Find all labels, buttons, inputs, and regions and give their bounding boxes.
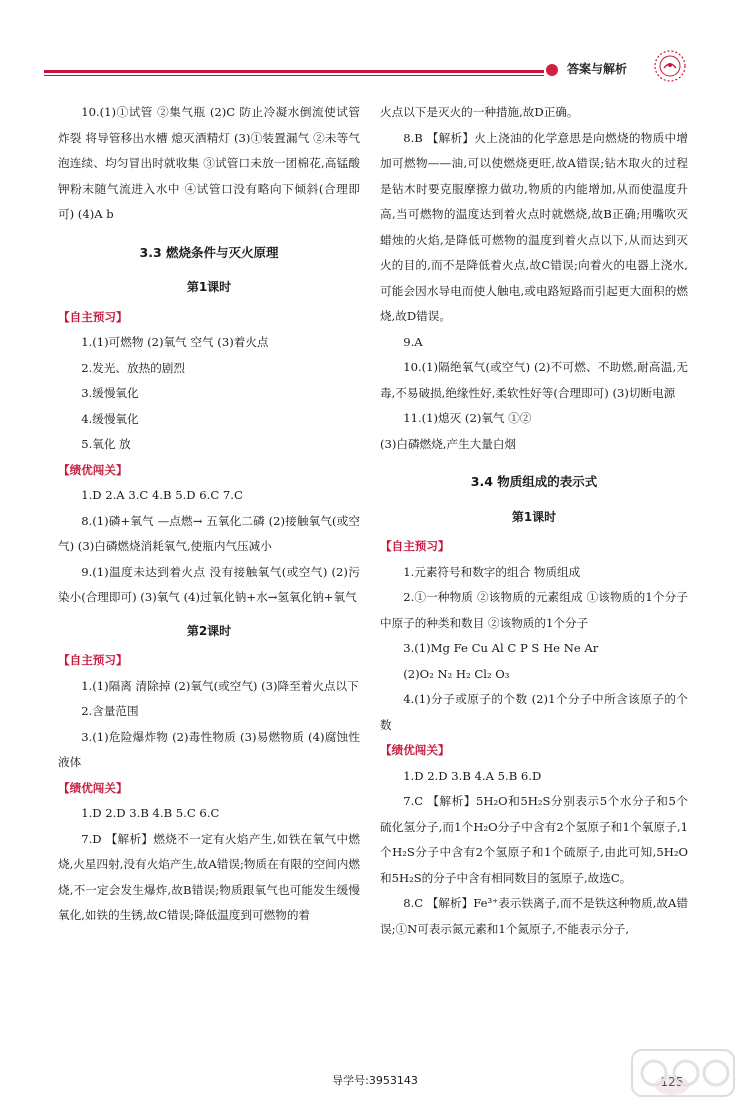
section-title-3-3: 3.3 燃烧条件与灭火原理 [139,244,279,260]
answer-line: 1.元素符号和数字的组合 物质组成 [403,564,581,579]
tag-challenge: 【绩优闯关】 [380,743,450,757]
lesson-title-2: 第2课时 [186,623,232,638]
answer-line: 9.(1)温度未达到着火点 没有接触氧气(或空气) (2)污染小(合理即可) (3)氧气 (4)过氧化钠+水→氢氧化钠+氧气 [58,564,360,604]
answer-line: 8.C 【解析】Fe³⁺表示铁离子,而不是铁这种物质,故A错误;①N可表示氮元素和1个氮原子,不能表示分子, [380,896,688,936]
header-rule-thin [44,75,544,76]
answer-line: 3.(1)Mg Fe Cu Al C P S He Ne Ar [403,641,599,655]
answer-line: 2.①一种物质 ②该物质的元素组成 ①该物质的1个分子中原子的种类和数目 ②该物质的1个分子 [380,590,688,630]
tag-preview: 【自主预习】 [380,539,450,553]
answer-line: 2.发光、放热的剧烈 [81,360,185,375]
tag-challenge: 【绩优闯关】 [58,462,128,477]
footer-code: 导学号:3953143 [332,1074,418,1087]
answer-line: 10.(1)隔绝氧气(或空气) (2)不可燃、不助燃,耐高温,无毒,不易破损,绝缘性好,柔软性好等(合理即可) (3)切断电源 [380,360,688,400]
tag-preview: 【自主预习】 [58,653,128,667]
answer-line: 8.(1)磷+氧气 —点燃→ 五氧化二磷 (2)接触氧气(或空气) (3)白磷燃烧消耗氧气,使瓶内气压减小 [58,513,360,553]
answer-line: 4.(1)分子或原子的个数 (2)1个分子中所含该原子的个数 [380,692,688,732]
page-number: 125 [655,1075,689,1095]
answer-line: 1.D 2.D 3.B 4.A 5.B 6.D [403,768,542,783]
answer-line: (2)O₂ N₂ H₂ Cl₂ O₃ [403,666,510,681]
answer-line: 3.(1)危险爆炸物 (2)毒性物质 (3)易燃物质 (4)腐蚀性液体 [58,729,360,769]
answer-line: 5.氧化 放 [81,437,131,451]
answer-line: 1.(1)隔离 清除掉 (2)氧气(或空气) (3)降至着火点以下 [81,678,359,693]
header-title: 答案与解析 [567,62,628,76]
answer-line: 1.(1)可燃物 (2)氧气 空气 (3)着火点 [81,335,269,349]
header-dot-icon [546,64,558,76]
answer-line: (3)白磷燃烧,产生大量白烟 [380,436,517,451]
answer-line: 7.D 【解析】燃烧不一定有火焰产生,如铁在氧气中燃烧,火星四射,没有火焰产生,故A错误;物质在有限的空间内燃烧,不一定会发生爆炸,故B错误;物质跟氧气也可能发生缓慢氧化,如铁的生锈,故C错误;降低温度到可燃物的着 [58,831,360,922]
answer-line: 8.B 【解析】火上浇油的化学意思是向燃烧的物质中增加可燃物——油,可以使燃烧更旺,故A错误;钻木取火的过程是钻木时要克服摩擦力做功,物质的内能增加,从而使温度升高,当可燃物的温度达到着火点时就燃烧,故B正确;用嘴吹灭蜡烛的火焰,是降低可燃物的温度到着火点以下,从而达到灭火的目的,而不是降低着火点,故C错误;向着火的电器上浇水,可能会因水导电而使人触电,或电路短路而引起更大面积的燃烧,故D错误。 [380,130,688,323]
tag-preview: 【自主预习】 [58,309,128,324]
answer-line: 1.D 2.A 3.C 4.B 5.D 6.C 7.C [81,488,243,502]
answer-line: 11.(1)熄灭 (2)氧气 ①② [403,411,532,425]
answer-line: 火点以下是灭火的一种措施,故D正确。 [380,105,579,119]
answer-line: 3.缓慢氧化 [81,386,139,400]
watermark-logo-icon [628,1044,738,1102]
answer-line: 7.C 【解析】5H₂O和5H₂S分别表示5个水分子和5个硫化氢分子,而1个H₂O分子中含有2个氢原子和1个氧原子,1个H₂S分子中含有2个氢原子和1个硫原子,由此可知,5H₂O和5H₂S的分子中含有相同数目的氢原子,故选C。 [380,794,688,885]
answer-line: 9.A [403,334,423,349]
answer-line: 4.缓慢氧化 [81,411,139,426]
answer-line: 1.D 2.D 3.B 4.B 5.C 6.C [81,806,220,820]
book-logo-icon [650,46,690,86]
lesson-title-1: 第1课时 [511,509,557,524]
answer-q10: 10.(1)①试管 ②集气瓶 (2)C 防止冷凝水倒流使试管炸裂 将导管移出水槽 熄灭酒精灯 (3)①装置漏气 ②未等气泡连续、均匀冒出时就收集 ③试管口未放一团棉花,高锰酸钾粉末随气流进入水中 ④试管口没有略向下倾斜(合理即可) (4)A b [58,105,360,221]
page-header [0,0,750,90]
left-column [58,100,360,929]
tag-challenge: 【绩优闯关】 [58,780,128,795]
right-column [380,100,688,942]
header-rule [44,70,544,73]
answer-line: 2.含量范围 [81,704,139,718]
lesson-title-1: 第1课时 [186,280,232,294]
section-title-3-4: 3.4 物质组成的表示式 [470,474,598,489]
